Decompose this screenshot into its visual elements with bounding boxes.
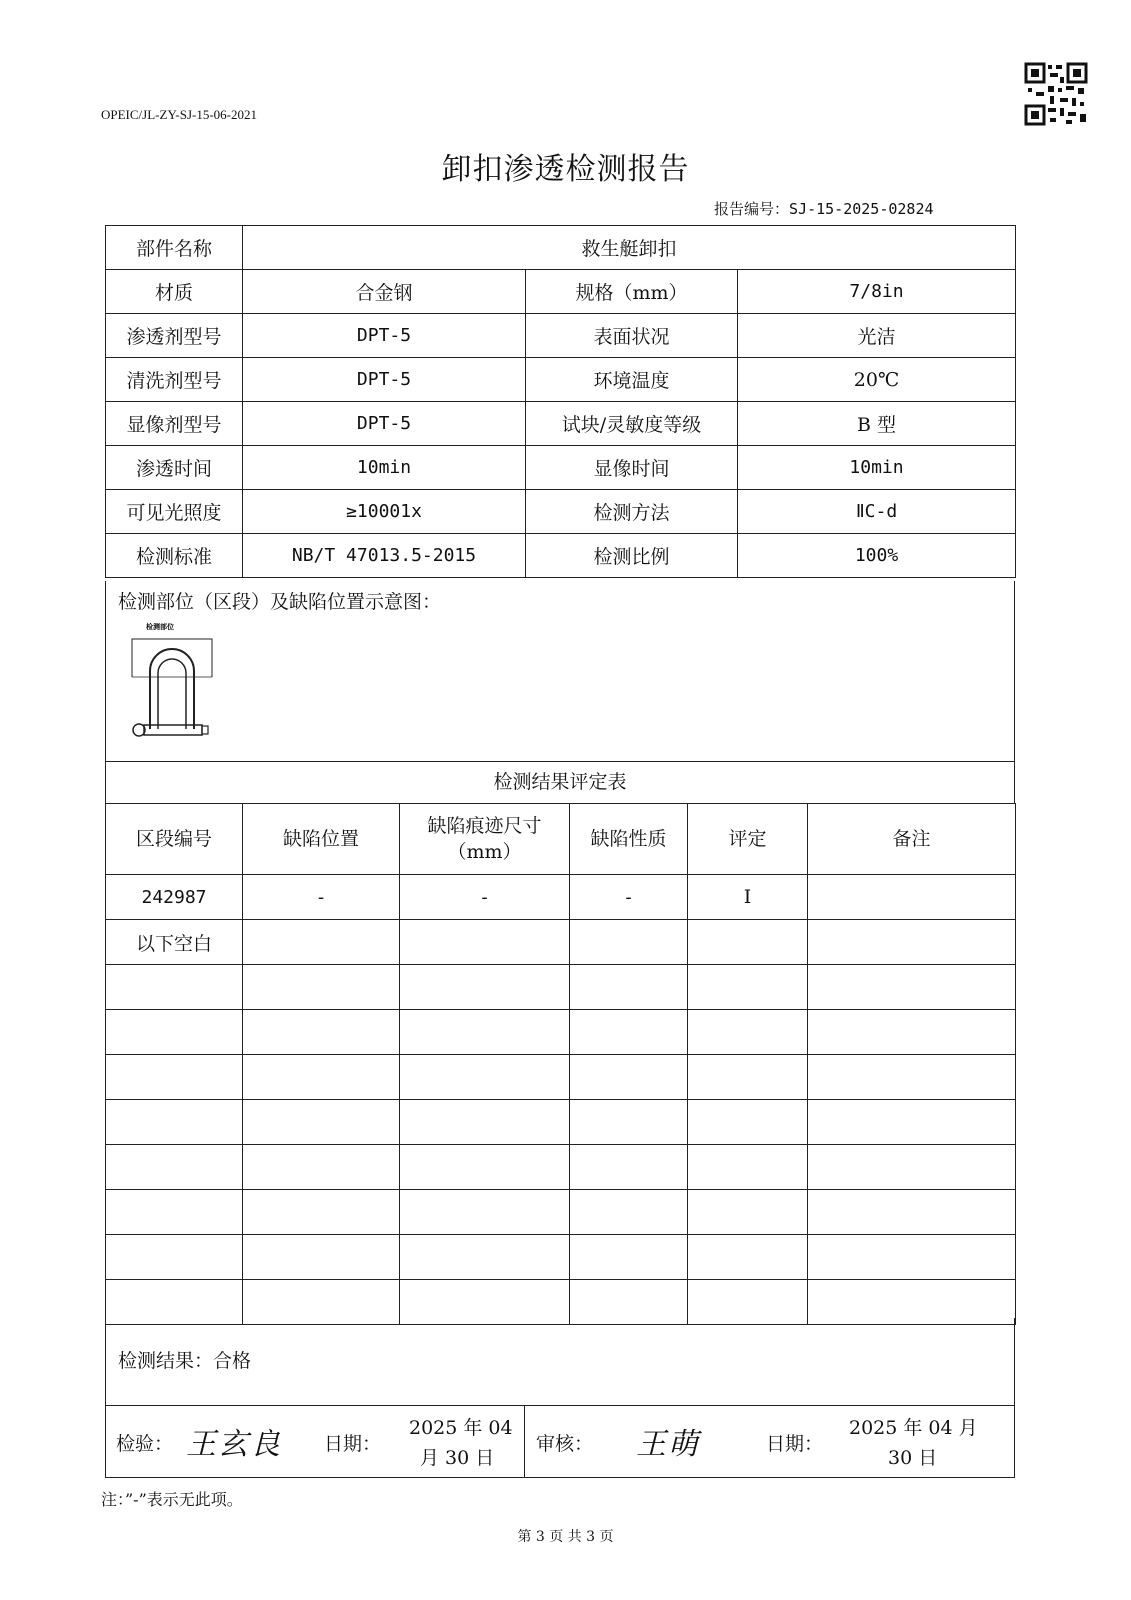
signoff-section (105, 1405, 1015, 1478)
info-value: B 型 (738, 402, 1016, 446)
table-cell: Ⅰ (688, 875, 808, 920)
column-header: 缺陷位置 (243, 804, 400, 875)
table-cell (400, 920, 570, 965)
table-cell: - (570, 875, 688, 920)
info-label: 检测方法 (526, 490, 738, 534)
table-cell (106, 1010, 243, 1055)
inspector-label: 检验： (116, 1433, 174, 1455)
table-row (106, 1145, 1016, 1190)
part-name-value: 救生艇卸扣 (243, 226, 1016, 270)
table-row (106, 1235, 1016, 1280)
table-cell (243, 965, 400, 1010)
part-name-label: 部件名称 (106, 226, 243, 270)
inspection-date-line1: 2025 年 04 (409, 1417, 513, 1439)
column-header: 缺陷痕迹尺寸（mm） (400, 804, 570, 875)
table-row (106, 1100, 1016, 1145)
table-cell (106, 965, 243, 1010)
table-cell (400, 1190, 570, 1235)
table-cell (106, 1100, 243, 1145)
table-cell (808, 965, 1016, 1010)
table-cell (243, 1055, 400, 1100)
footnote: 注：”-”表示无此项。 (101, 1490, 243, 1509)
table-cell (570, 1235, 688, 1280)
info-row (106, 358, 1016, 402)
table-cell (570, 1100, 688, 1145)
table-cell (688, 1010, 808, 1055)
table-cell (570, 1145, 688, 1190)
info-value: ≥10001x (243, 490, 526, 534)
info-label: 可见光照度 (106, 490, 243, 534)
info-value: 100% (738, 534, 1016, 578)
info-value: NB/T 47013.5-2015 (243, 534, 526, 578)
diagram-caption: 检测部位 (146, 623, 174, 631)
table-cell (688, 920, 808, 965)
info-value: 光洁 (738, 314, 1016, 358)
info-row (106, 490, 1016, 534)
conclusion-text: 检测结果：合格 (118, 1350, 252, 1372)
qr-code-icon (1024, 62, 1088, 126)
table-row (106, 875, 1016, 920)
table-cell (688, 1100, 808, 1145)
info-label: 试块/灵敏度等级 (526, 402, 738, 446)
report-number-value: SJ-15-2025-02824 (789, 200, 934, 218)
table-cell (106, 1190, 243, 1235)
info-value: DPT-5 (243, 314, 526, 358)
info-label: 清洗剂型号 (106, 358, 243, 402)
table-cell (808, 1190, 1016, 1235)
info-label: 显像剂型号 (106, 402, 243, 446)
info-row (106, 446, 1016, 490)
table-cell (808, 1055, 1016, 1100)
result-header-row (106, 804, 1016, 875)
table-cell (400, 1235, 570, 1280)
table-cell (808, 920, 1016, 965)
inspector-signature: 王玄良 (186, 1427, 282, 1462)
table-cell (808, 875, 1016, 920)
review-date-line2: 30 日 (888, 1447, 938, 1469)
table-cell (243, 920, 400, 965)
info-value: DPT-5 (243, 402, 526, 446)
result-table (105, 803, 1016, 1325)
shackle-diagram (128, 621, 220, 753)
info-label: 渗透时间 (106, 446, 243, 490)
result-table-title: 检测结果评定表 (105, 761, 1015, 804)
info-label: 材质 (106, 270, 243, 314)
column-header: 评定 (688, 804, 808, 875)
column-header: 缺陷性质 (570, 804, 688, 875)
table-cell (688, 1190, 808, 1235)
table-row (106, 1190, 1016, 1235)
table-cell (688, 1235, 808, 1280)
info-row (106, 402, 1016, 446)
table-row (106, 1010, 1016, 1055)
table-cell (400, 1055, 570, 1100)
table-cell (808, 1010, 1016, 1055)
table-cell (243, 1010, 400, 1055)
page-number: 第 3 页 共 3 页 (517, 1529, 614, 1545)
table-cell (400, 1145, 570, 1190)
info-row (106, 270, 1016, 314)
info-value: DPT-5 (243, 358, 526, 402)
table-row (106, 1055, 1016, 1100)
table-cell (688, 1145, 808, 1190)
info-label: 规格（mm） (526, 270, 738, 314)
date-label: 日期： (766, 1433, 824, 1455)
diagram-section (105, 581, 1015, 762)
info-row-part (106, 226, 1016, 270)
table-cell (243, 1235, 400, 1280)
table-cell (106, 1055, 243, 1100)
table-cell (243, 1100, 400, 1145)
info-value: ⅡC-d (738, 490, 1016, 534)
info-label: 检测比例 (526, 534, 738, 578)
reviewer-signature: 王萌 (636, 1427, 700, 1462)
table-cell (106, 1145, 243, 1190)
report-number-label: 报告编号： (714, 200, 790, 218)
page-title: 卸扣渗透检测报告 (441, 152, 690, 187)
info-value: 10min (738, 446, 1016, 490)
info-label: 环境温度 (526, 358, 738, 402)
column-header: 备注 (808, 804, 1016, 875)
table-cell (243, 1190, 400, 1235)
table-cell: - (243, 875, 400, 920)
reviewer-label: 审核： (536, 1433, 594, 1455)
table-cell (570, 920, 688, 965)
table-row (106, 920, 1016, 965)
table-cell (570, 1010, 688, 1055)
table-cell (400, 965, 570, 1010)
info-table (105, 225, 1016, 578)
table-cell (570, 965, 688, 1010)
info-value: 合金钢 (243, 270, 526, 314)
info-label: 渗透剂型号 (106, 314, 243, 358)
info-label: 显像时间 (526, 446, 738, 490)
column-header: 区段编号 (106, 804, 243, 875)
info-label: 表面状况 (526, 314, 738, 358)
conclusion-section (105, 1318, 1015, 1406)
table-cell: 以下空白 (106, 920, 243, 965)
signoff-divider (524, 1405, 525, 1477)
report-number (714, 198, 934, 219)
info-value: 7/8in (738, 270, 1016, 314)
diagram-label: 检测部位（区段）及缺陷位置示意图： (118, 591, 442, 613)
review-date-line1: 2025 年 04 月 (849, 1417, 978, 1439)
info-value: 10min (243, 446, 526, 490)
table-cell (808, 1235, 1016, 1280)
info-row (106, 534, 1016, 578)
table-cell: 242987 (106, 875, 243, 920)
table-cell (106, 1235, 243, 1280)
table-cell (400, 1100, 570, 1145)
table-cell (243, 1145, 400, 1190)
info-label: 检测标准 (106, 534, 243, 578)
date-label: 日期： (324, 1433, 382, 1455)
table-cell (808, 1145, 1016, 1190)
inspection-date-line2: 月 30 日 (420, 1447, 495, 1469)
info-value: 20℃ (738, 358, 1016, 402)
table-cell (570, 1190, 688, 1235)
table-cell (688, 965, 808, 1010)
form-code: OPEIC/JL-ZY-SJ-15-06-2021 (101, 107, 257, 122)
table-cell (570, 1055, 688, 1100)
info-row (106, 314, 1016, 358)
table-row (106, 965, 1016, 1010)
table-cell: - (400, 875, 570, 920)
table-cell (688, 1055, 808, 1100)
table-cell (808, 1100, 1016, 1145)
table-cell (400, 1010, 570, 1055)
